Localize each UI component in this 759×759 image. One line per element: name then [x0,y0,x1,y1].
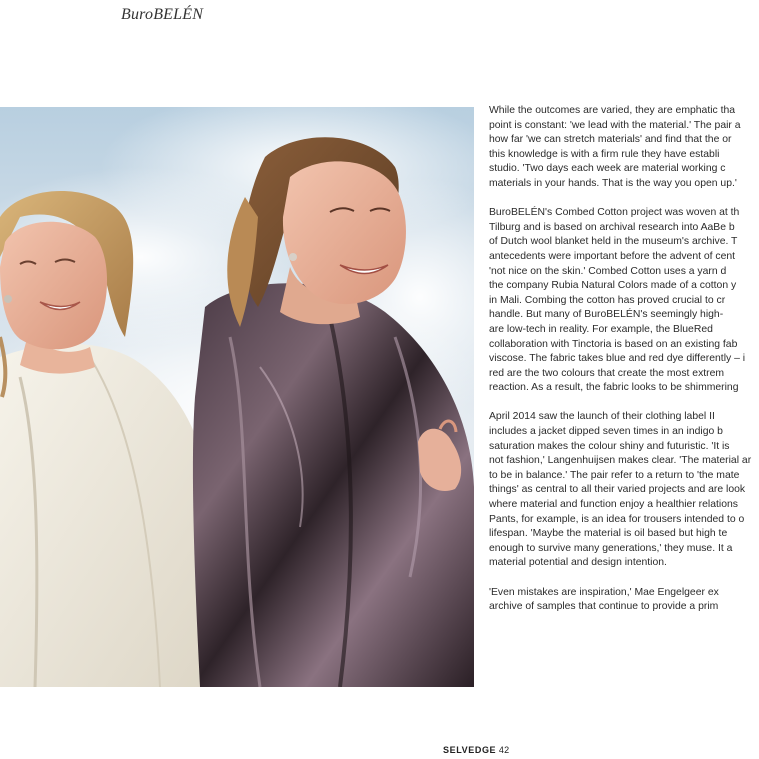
text-line: red are the two colours that create the most extrem [489,367,725,379]
text-line: materials in your hands. That is the way you open up.' [489,177,737,189]
text-line: 'not nice on the skin.' Combed Cotton uses a yarn d [489,265,727,277]
text-line: in Mali. Combing the cotton has proved crucial to cr [489,294,726,306]
text-line: enough to survive many generations,' they muse. It a [489,542,733,554]
text-line: includes a jacket dipped seven times in an indigo b [489,426,723,438]
text-line: antecedents were important before the advent of cent [489,250,736,262]
text-line: to be in balance.' The pair refer to a return to 'the mate [489,469,740,481]
text-line: BuroBELÉN's Combed Cotton project was woven at th [489,207,740,219]
text-line: the company Rubia Natural Colors made of a cotton y [489,280,737,292]
text-line: are low-tech in reality. For example, the BlueRed [489,323,713,335]
page-number: 42 [498,745,510,755]
text-line: saturation makes the colour shiny and futuristic. 'It is [489,440,730,452]
article-paragraph [489,104,759,192]
text-line: viscose. The fabric takes blue and red dye differently – i [489,353,746,365]
text-line: how far 'we can stretch materials' and find that the or [489,134,732,146]
text-line: While the outcomes are varied, they are emphatic tha [489,105,736,116]
text-line: archive of samples that continue to provide a prim [489,601,719,613]
text-line: material potential and design intention. [489,557,667,569]
text-line: 'Even mistakes are inspiration,' Mae Engelgeer ex [489,586,719,598]
text-line: lifespan. 'Maybe the material is oil based but high te [489,528,728,540]
text-line: this knowledge is with a firm rule they have establi [489,148,720,160]
text-line: Pants, for example, is an idea for trousers intended to o [489,513,745,525]
text-line: point is constant: 'we lead with the material.' The pair a [489,119,741,131]
text-line: reaction. As a result, the fabric looks to be shimmering [489,382,739,394]
article-paragraph [489,586,759,615]
article-paragraph [489,410,759,571]
text-line: not fashion,' Langenhuijsen makes clear. 'The material ar [489,455,752,467]
text-line: Tilburg and is based on archival research into AaBe b [489,221,735,233]
two-models-photo [0,107,474,687]
text-line: collaboration with Tinctoria is based on an existing fab [489,338,738,350]
text-line: where material and function enjoy a healthier relations [489,499,738,511]
page-folio [443,745,509,755]
text-line: studio. 'Two days each week are material working c [489,163,726,175]
magazine-name: SELVEDGE [443,745,497,755]
text-line: of Dutch wool blanket held in the museum's archive. T [489,236,738,248]
text-line: things' as central to all their varied projects and are look [489,484,746,496]
article-paragraph [489,206,759,396]
text-line: April 2014 saw the launch of their clothing label II [489,411,715,423]
text-line: handle. But many of BuroBELÉN's seemingly high- [489,309,724,321]
brand-header: BuroBELÉN [121,6,204,23]
article-body [489,104,759,629]
